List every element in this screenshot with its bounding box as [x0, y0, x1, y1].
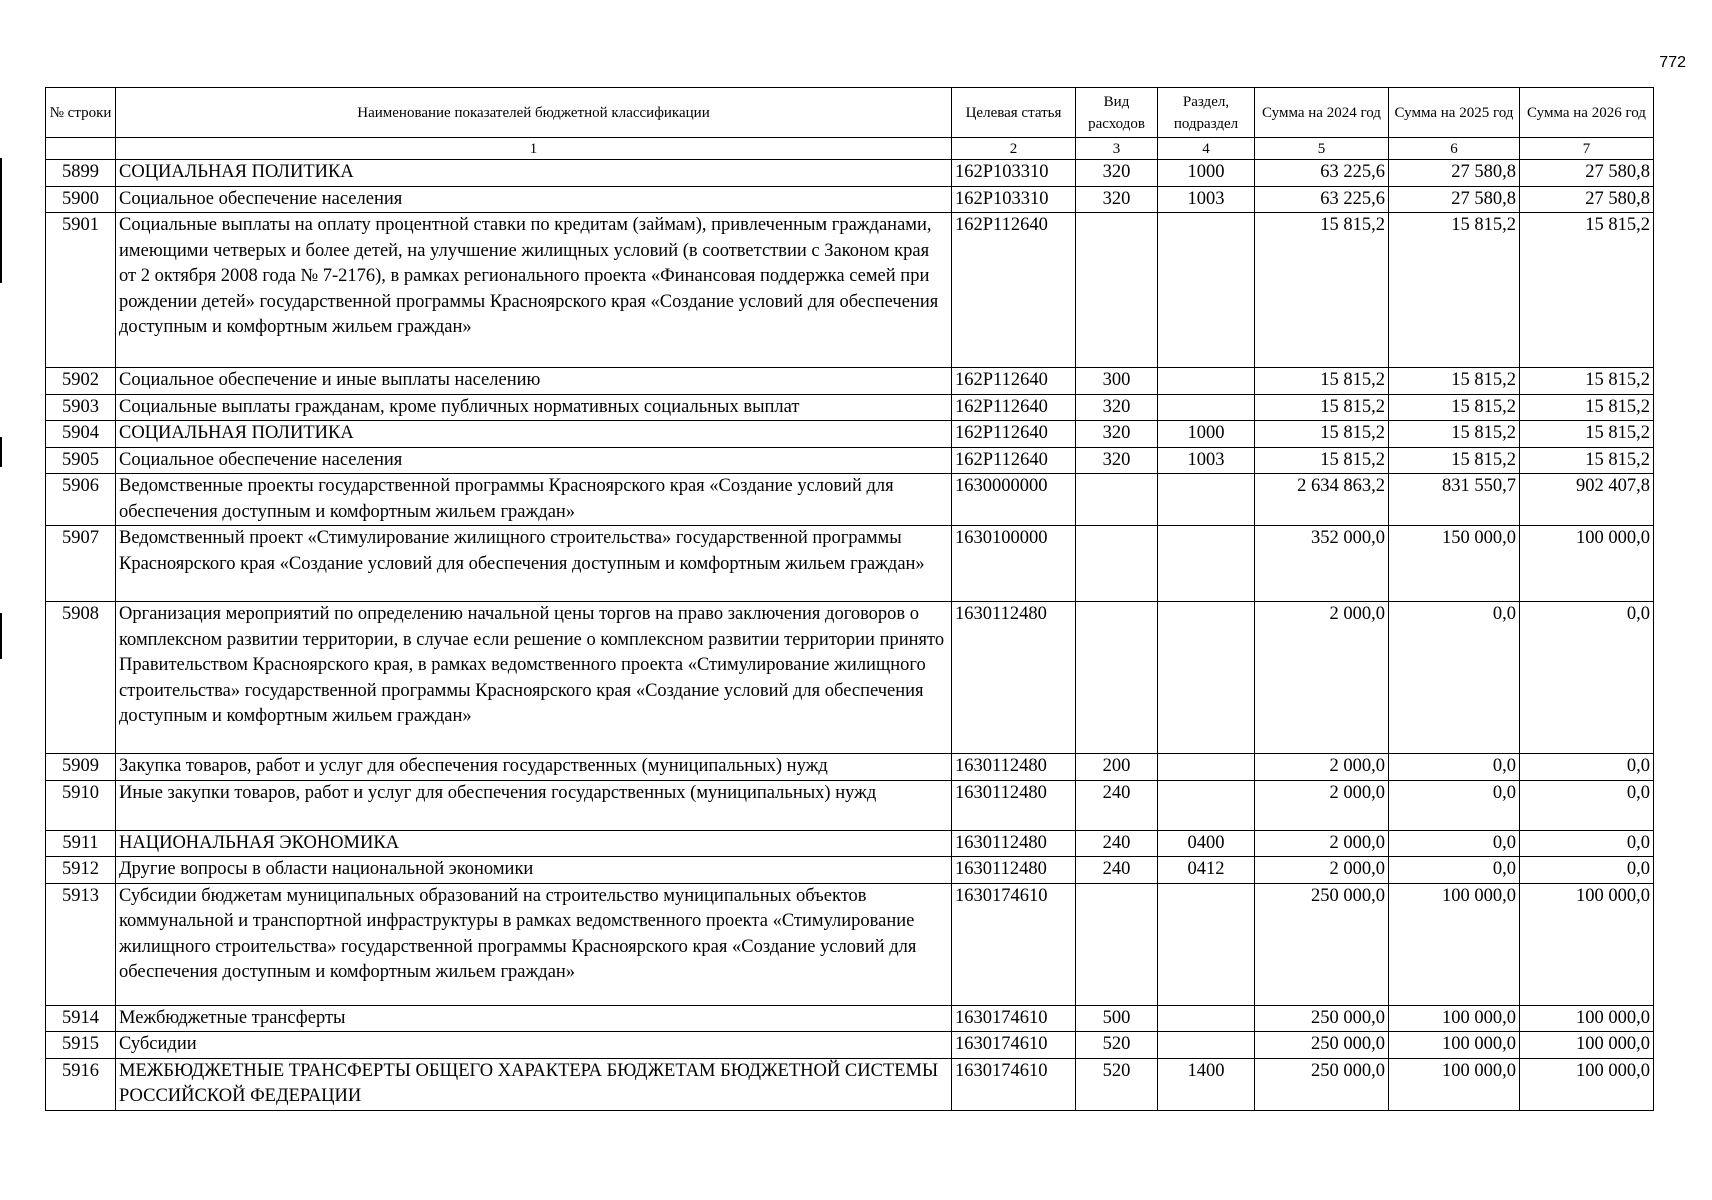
row-sum-2024: 15 815,2	[1255, 421, 1389, 448]
row-name: СОЦИАЛЬНАЯ ПОЛИТИКА	[116, 421, 952, 448]
row-sum-2026: 100 000,0	[1520, 526, 1654, 602]
row-target-article: 1630000000	[952, 474, 1076, 526]
header-target: Целевая статья	[952, 88, 1076, 138]
header-section: Раздел, подраздел	[1158, 88, 1255, 138]
row-target-article: 1630174610	[952, 883, 1076, 1005]
margin-mark	[0, 158, 2, 283]
row-number: 5906	[46, 474, 116, 526]
row-number: 5902	[46, 368, 116, 395]
margin-mark	[0, 613, 2, 659]
row-sum-2026: 27 580,8	[1520, 186, 1654, 213]
row-section: 1000	[1158, 421, 1255, 448]
row-sum-2025: 0,0	[1389, 857, 1520, 884]
margin-mark	[0, 437, 2, 467]
row-number: 5914	[46, 1005, 116, 1032]
row-section	[1158, 602, 1255, 754]
row-sum-2025: 0,0	[1389, 602, 1520, 754]
row-number: 5899	[46, 160, 116, 187]
table-row	[46, 474, 1654, 526]
column-number	[46, 138, 116, 160]
row-section: 1003	[1158, 186, 1255, 213]
row-sum-2025: 15 815,2	[1389, 368, 1520, 395]
budget-table	[45, 87, 1654, 1111]
row-number: 5907	[46, 526, 116, 602]
page-number: 772	[1659, 54, 1686, 71]
row-name: МЕЖБЮДЖЕТНЫЕ ТРАНСФЕРТЫ ОБЩЕГО ХАРАКТЕРА БЮДЖЕТАМ БЮДЖЕТНОЙ СИСТЕМЫ РОССИЙСКОЙ ФЕДЕРАЦИИ	[116, 1058, 952, 1110]
header-row	[46, 88, 1654, 138]
column-number: 4	[1158, 138, 1255, 160]
row-sum-2026: 902 407,8	[1520, 474, 1654, 526]
row-number: 5912	[46, 857, 116, 884]
row-expense-type: 520	[1076, 1032, 1158, 1059]
row-expense-type: 320	[1076, 160, 1158, 187]
row-section	[1158, 754, 1255, 781]
row-expense-type	[1076, 213, 1158, 368]
row-sum-2026: 27 580,8	[1520, 160, 1654, 187]
header-name: Наименование показателей бюджетной классификации	[116, 88, 952, 138]
row-target-article: 1630174610	[952, 1032, 1076, 1059]
row-sum-2025: 0,0	[1389, 830, 1520, 857]
row-expense-type	[1076, 602, 1158, 754]
row-section	[1158, 368, 1255, 395]
row-section: 1003	[1158, 447, 1255, 474]
row-expense-type: 320	[1076, 394, 1158, 421]
row-name: Субсидии бюджетам муниципальных образований на строительство муниципальных объектов коммунальной и транспортной инфраструктуры в рамках ведомственного проекта «Стимулирование жилищного строительства» государственной программы Красноярского края «Создание условий для обеспечения доступным и комфортным жильем граждан»	[116, 883, 952, 1005]
row-name: Ведомственные проекты государственной программы Красноярского края «Создание условий для обеспечения доступным и комфортным жильем граждан»	[116, 474, 952, 526]
row-section	[1158, 474, 1255, 526]
row-sum-2026: 0,0	[1520, 830, 1654, 857]
row-sum-2026: 15 815,2	[1520, 447, 1654, 474]
row-sum-2026: 0,0	[1520, 780, 1654, 830]
row-sum-2024: 2 000,0	[1255, 780, 1389, 830]
table-row	[46, 1005, 1654, 1032]
row-sum-2026: 15 815,2	[1520, 368, 1654, 395]
row-number: 5910	[46, 780, 116, 830]
row-name: Социальные выплаты гражданам, кроме публичных нормативных социальных выплат	[116, 394, 952, 421]
row-number: 5904	[46, 421, 116, 448]
row-sum-2025: 100 000,0	[1389, 1005, 1520, 1032]
row-name: Субсидии	[116, 1032, 952, 1059]
row-number: 5903	[46, 394, 116, 421]
row-expense-type: 320	[1076, 447, 1158, 474]
table-row	[46, 421, 1654, 448]
row-target-article: 1630174610	[952, 1058, 1076, 1110]
row-sum-2024: 2 000,0	[1255, 602, 1389, 754]
table-row	[46, 1058, 1654, 1110]
row-target-article: 1630112480	[952, 754, 1076, 781]
row-sum-2025: 15 815,2	[1389, 447, 1520, 474]
table-row	[46, 754, 1654, 781]
row-sum-2025: 0,0	[1389, 780, 1520, 830]
row-sum-2024: 2 000,0	[1255, 754, 1389, 781]
row-expense-type: 300	[1076, 368, 1158, 395]
table-body	[46, 160, 1654, 1111]
row-expense-type: 200	[1076, 754, 1158, 781]
row-sum-2025: 100 000,0	[1389, 1058, 1520, 1110]
row-sum-2026: 100 000,0	[1520, 1058, 1654, 1110]
row-number: 5909	[46, 754, 116, 781]
row-sum-2025: 15 815,2	[1389, 421, 1520, 448]
row-expense-type: 320	[1076, 186, 1158, 213]
row-number: 5911	[46, 830, 116, 857]
row-name: СОЦИАЛЬНАЯ ПОЛИТИКА	[116, 160, 952, 187]
row-sum-2024: 250 000,0	[1255, 1032, 1389, 1059]
table-row	[46, 526, 1654, 602]
header-sum-2025: Сумма на 2025 год	[1389, 88, 1520, 138]
row-sum-2026: 0,0	[1520, 857, 1654, 884]
row-target-article: 162P103310	[952, 186, 1076, 213]
row-sum-2026: 15 815,2	[1520, 213, 1654, 368]
table-row	[46, 160, 1654, 187]
row-section	[1158, 213, 1255, 368]
column-number: 6	[1389, 138, 1520, 160]
row-target-article: 162P112640	[952, 368, 1076, 395]
row-sum-2026: 100 000,0	[1520, 883, 1654, 1005]
column-number: 2	[952, 138, 1076, 160]
row-number: 5900	[46, 186, 116, 213]
row-sum-2024: 15 815,2	[1255, 368, 1389, 395]
row-expense-type: 240	[1076, 830, 1158, 857]
row-name: Другие вопросы в области национальной экономики	[116, 857, 952, 884]
column-number: 5	[1255, 138, 1389, 160]
row-name: Социальное обеспечение населения	[116, 447, 952, 474]
table-row	[46, 447, 1654, 474]
row-sum-2024: 250 000,0	[1255, 1005, 1389, 1032]
row-section: 1400	[1158, 1058, 1255, 1110]
row-section: 0400	[1158, 830, 1255, 857]
header-row-no: № строки	[46, 88, 116, 138]
row-section	[1158, 526, 1255, 602]
row-expense-type: 500	[1076, 1005, 1158, 1032]
row-number: 5908	[46, 602, 116, 754]
row-name: Организация мероприятий по определению начальной цены торгов на право заключения договоров о комплексном развитии территории, в случае если решение о комплексном развитии территории принято Правительством Красноярского края, в рамках ведомственного проекта «Стимулирование жилищного строительства» государственной программы Красноярского края «Создание условий для обеспечения доступным и комфортным жильем граждан»	[116, 602, 952, 754]
row-sum-2024: 352 000,0	[1255, 526, 1389, 602]
row-sum-2024: 2 000,0	[1255, 830, 1389, 857]
header-sum-2026: Сумма на 2026 год	[1520, 88, 1654, 138]
row-sum-2024: 2 634 863,2	[1255, 474, 1389, 526]
row-expense-type	[1076, 474, 1158, 526]
row-sum-2025: 15 815,2	[1389, 394, 1520, 421]
row-target-article: 1630100000	[952, 526, 1076, 602]
row-target-article: 1630112480	[952, 780, 1076, 830]
column-number: 7	[1520, 138, 1654, 160]
row-name: Социальное обеспечение и иные выплаты населению	[116, 368, 952, 395]
row-target-article: 162P112640	[952, 213, 1076, 368]
row-section	[1158, 1032, 1255, 1059]
row-target-article: 1630174610	[952, 1005, 1076, 1032]
header-sum-2024: Сумма на 2024 год	[1255, 88, 1389, 138]
row-target-article: 1630112480	[952, 830, 1076, 857]
table-row	[46, 602, 1654, 754]
table-row	[46, 830, 1654, 857]
row-name: Закупка товаров, работ и услуг для обеспечения государственных (муниципальных) нужд	[116, 754, 952, 781]
row-number: 5901	[46, 213, 116, 368]
row-sum-2024: 15 815,2	[1255, 447, 1389, 474]
column-numbers-row	[46, 138, 1654, 160]
row-sum-2025: 100 000,0	[1389, 883, 1520, 1005]
row-name: Иные закупки товаров, работ и услуг для обеспечения государственных (муниципальных) нужд	[116, 780, 952, 830]
table-row	[46, 186, 1654, 213]
table-row	[46, 780, 1654, 830]
row-sum-2025: 27 580,8	[1389, 186, 1520, 213]
row-sum-2026: 100 000,0	[1520, 1032, 1654, 1059]
table-row	[46, 883, 1654, 1005]
row-section	[1158, 883, 1255, 1005]
row-name: Ведомственный проект «Стимулирование жилищного строительства» государственной программы Красноярского края «Создание условий для обеспечения доступным и комфортным жильем граждан»	[116, 526, 952, 602]
row-sum-2026: 0,0	[1520, 602, 1654, 754]
row-sum-2026: 15 815,2	[1520, 421, 1654, 448]
row-sum-2025: 100 000,0	[1389, 1032, 1520, 1059]
table-row	[46, 857, 1654, 884]
row-sum-2024: 15 815,2	[1255, 213, 1389, 368]
row-section: 0412	[1158, 857, 1255, 884]
row-sum-2026: 15 815,2	[1520, 394, 1654, 421]
row-sum-2024: 15 815,2	[1255, 394, 1389, 421]
row-sum-2025: 831 550,7	[1389, 474, 1520, 526]
row-section	[1158, 1005, 1255, 1032]
row-section	[1158, 780, 1255, 830]
row-sum-2026: 0,0	[1520, 754, 1654, 781]
row-sum-2024: 2 000,0	[1255, 857, 1389, 884]
row-section: 1000	[1158, 160, 1255, 187]
header-exp-type: Вид расходов	[1076, 88, 1158, 138]
row-number: 5915	[46, 1032, 116, 1059]
row-expense-type: 240	[1076, 857, 1158, 884]
row-target-article: 1630112480	[952, 857, 1076, 884]
row-section	[1158, 394, 1255, 421]
row-number: 5916	[46, 1058, 116, 1110]
row-expense-type: 240	[1076, 780, 1158, 830]
row-sum-2026: 100 000,0	[1520, 1005, 1654, 1032]
row-target-article: 162P112640	[952, 421, 1076, 448]
row-sum-2024: 250 000,0	[1255, 883, 1389, 1005]
row-sum-2024: 63 225,6	[1255, 186, 1389, 213]
column-number: 3	[1076, 138, 1158, 160]
row-sum-2025: 150 000,0	[1389, 526, 1520, 602]
table-row	[46, 368, 1654, 395]
row-expense-type: 320	[1076, 421, 1158, 448]
row-target-article: 1630112480	[952, 602, 1076, 754]
row-sum-2025: 15 815,2	[1389, 213, 1520, 368]
row-sum-2024: 63 225,6	[1255, 160, 1389, 187]
row-target-article: 162P103310	[952, 160, 1076, 187]
table-row	[46, 394, 1654, 421]
row-sum-2024: 250 000,0	[1255, 1058, 1389, 1110]
row-name: Социальное обеспечение населения	[116, 186, 952, 213]
row-target-article: 162P112640	[952, 394, 1076, 421]
row-expense-type	[1076, 526, 1158, 602]
row-sum-2025: 0,0	[1389, 754, 1520, 781]
table-row	[46, 1032, 1654, 1059]
row-name: Социальные выплаты на оплату процентной ставки по кредитам (займам), привлеченным гражданами, имеющими четверых и более детей, на улучшение жилищных условий (в соответствии с Законом края от 2 октября 2008 года № 7-2176), в рамках регионального проекта «Финансовая поддержка семей при рождении детей» государственной программы Красноярского края «Создание условий для обеспечения доступным и комфортным жильем граждан»	[116, 213, 952, 368]
column-number: 1	[116, 138, 952, 160]
row-name: Межбюджетные трансферты	[116, 1005, 952, 1032]
row-number: 5913	[46, 883, 116, 1005]
row-sum-2025: 27 580,8	[1389, 160, 1520, 187]
row-expense-type: 520	[1076, 1058, 1158, 1110]
table-row	[46, 213, 1654, 368]
row-target-article: 162P112640	[952, 447, 1076, 474]
row-name: НАЦИОНАЛЬНАЯ ЭКОНОМИКА	[116, 830, 952, 857]
row-expense-type	[1076, 883, 1158, 1005]
row-number: 5905	[46, 447, 116, 474]
